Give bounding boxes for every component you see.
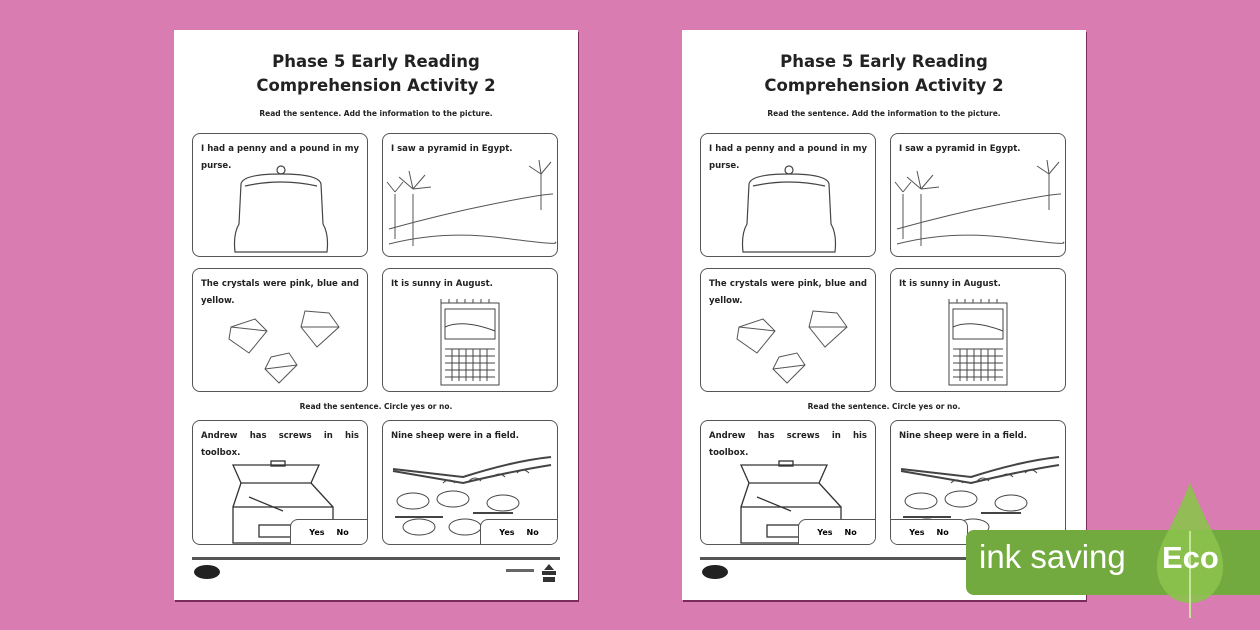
footer-caption-mark: [506, 569, 534, 572]
panel-text: It is sunny in August.: [899, 279, 1001, 289]
worksheet-title: [682, 50, 1086, 98]
panel-text: I saw a pyramid in Egypt.: [391, 144, 513, 154]
yes-no-box: [480, 519, 558, 545]
panel-text: It is sunny in August.: [391, 279, 493, 289]
yes-option[interactable]: Yes: [909, 527, 925, 537]
panel-toolbox: [192, 420, 368, 545]
crystals-icon: [701, 269, 876, 392]
instruction-add-info: Read the sentence. Add the information to the picture.: [259, 109, 493, 118]
title-line-1: Phase 5 Early Reading: [780, 52, 988, 71]
calendar-icon: [891, 269, 1066, 392]
panel-sheep: [382, 420, 558, 545]
crystals-icon: [193, 269, 368, 392]
instruction-add-info: Read the sentence. Add the information to the picture.: [767, 109, 1001, 118]
worksheet-preview: [682, 30, 1086, 600]
panel-crystals: [192, 268, 368, 392]
panel-toolbox: [700, 420, 876, 545]
title-line-2: Comprehension Activity 2: [256, 76, 496, 95]
instruction-circle: Read the sentence. Circle yes or no.: [299, 402, 453, 411]
yes-no-box: [798, 519, 876, 545]
panel-text: The crystals were pink, blue and yellow.: [201, 279, 359, 306]
eco-label: Eco: [1162, 540, 1219, 575]
yes-option[interactable]: Yes: [817, 527, 833, 537]
purse-icon: [193, 134, 368, 257]
ink-saving-label: ink saving: [979, 538, 1126, 575]
title-line-2: Comprehension Activity 2: [764, 76, 1004, 95]
no-option[interactable]: No: [844, 527, 857, 537]
panel-purse: [700, 133, 876, 257]
yes-option[interactable]: Yes: [499, 527, 515, 537]
title-line-1: Phase 5 Early Reading: [272, 52, 480, 71]
panel-text: Andrew has screws in his toolbox.: [201, 431, 359, 458]
panel-calendar: [382, 268, 558, 392]
purse-icon: [701, 134, 876, 257]
panel-text: I had a penny and a pound in my purse.: [709, 144, 867, 171]
no-option[interactable]: No: [336, 527, 349, 537]
yes-no-box: [890, 519, 968, 545]
worksheet-title: [174, 50, 578, 98]
publisher-logo: [702, 565, 728, 579]
no-option[interactable]: No: [936, 527, 949, 537]
worksheet-preview: [174, 30, 578, 600]
panel-pyramid: [382, 133, 558, 257]
panel-purse: [192, 133, 368, 257]
no-option[interactable]: No: [526, 527, 539, 537]
footer-divider: [192, 557, 560, 560]
panel-crystals: [700, 268, 876, 392]
desert-palms-icon: [891, 134, 1066, 257]
panel-text: I saw a pyramid in Egypt.: [899, 144, 1021, 154]
panel-sheep: [890, 420, 1066, 545]
instruction-circle: Read the sentence. Circle yes or no.: [807, 402, 961, 411]
panel-text: Andrew has screws in his toolbox.: [709, 431, 867, 458]
yes-no-box: [290, 519, 368, 545]
panel-pyramid: [890, 133, 1066, 257]
panel-text: I had a penny and a pound in my purse.: [201, 144, 359, 171]
brand-emblem-icon: [538, 562, 560, 584]
panel-text: Nine sheep were in a field.: [899, 431, 1027, 441]
calendar-icon: [383, 269, 558, 392]
panel-text: The crystals were pink, blue and yellow.: [709, 279, 867, 306]
desert-palms-icon: [383, 134, 558, 257]
panel-text: Nine sheep were in a field.: [391, 431, 519, 441]
publisher-logo: [194, 565, 220, 579]
panel-calendar: [890, 268, 1066, 392]
yes-option[interactable]: Yes: [309, 527, 325, 537]
